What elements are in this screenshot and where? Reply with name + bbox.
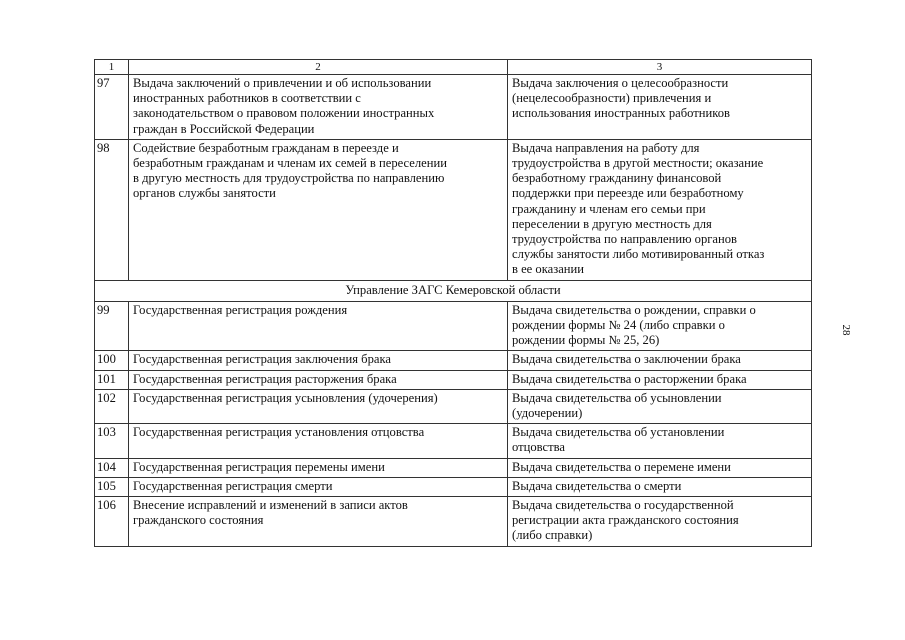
service-name: Государственная регистрация смерти [129, 477, 508, 496]
service-result: Выдача свидетельства о расторжении брака [508, 370, 812, 389]
service-result: Выдача свидетельства об установлении отцовства [508, 424, 812, 458]
service-name: Государственная регистрация усыновления (удочерения) [129, 389, 508, 423]
service-name: Государственная регистрация установления отцовства [129, 424, 508, 458]
table-row [95, 458, 812, 477]
section-title: Управление ЗАГС Кемеровской области [95, 280, 812, 301]
service-result: Выдача свидетельства о рождении, справки о рождении формы № 24 (либо справки о рождении формы № 25, 26) [508, 301, 812, 351]
row-number: 101 [95, 370, 129, 389]
table-row [95, 351, 812, 370]
table-row [95, 497, 812, 547]
column-number-row [95, 60, 812, 75]
table-row [95, 424, 812, 458]
services-table [94, 59, 812, 547]
service-result: Выдача заключения о целесообразности (нецелесообразности) привлечения и использования иностранных работников [508, 75, 812, 140]
service-name: Государственная регистрация рождения [129, 301, 508, 351]
row-number: 102 [95, 389, 129, 423]
table-row [95, 75, 812, 140]
row-number: 103 [95, 424, 129, 458]
column-number-2: 2 [129, 60, 508, 75]
section-header-row [95, 280, 812, 301]
row-number: 104 [95, 458, 129, 477]
service-result: Выдача свидетельства о заключении брака [508, 351, 812, 370]
row-number: 106 [95, 497, 129, 547]
service-result: Выдача свидетельства о перемене имени [508, 458, 812, 477]
service-result: Выдача свидетельства о государственной регистрации акта гражданского состояния (либо справки) [508, 497, 812, 547]
table-row [95, 139, 812, 280]
service-name: Государственная регистрация заключения брака [129, 351, 508, 370]
service-result: Выдача свидетельства об усыновлении (удочерении) [508, 389, 812, 423]
table-row [95, 370, 812, 389]
table-row [95, 301, 812, 351]
service-name: Внесение исправлений и изменений в записи актов гражданского состояния [129, 497, 508, 547]
service-name: Выдача заключений о привлечении и об использовании иностранных работников в соответствии с законодательством о правовом положении иностранных граждан в Российской Федерации [129, 75, 508, 140]
column-number-3: 3 [508, 60, 812, 75]
table-row [95, 477, 812, 496]
service-name: Содействие безработным гражданам в переезде и безработным гражданам и членам их семей в переселении в другую местность для трудоустройства по направлению органов службы занятости [129, 139, 508, 280]
service-name: Государственная регистрация расторжения брака [129, 370, 508, 389]
column-number-1: 1 [95, 60, 129, 75]
row-number: 97 [95, 75, 129, 140]
row-number: 100 [95, 351, 129, 370]
service-result: Выдача свидетельства о смерти [508, 477, 812, 496]
row-number: 105 [95, 477, 129, 496]
service-name: Государственная регистрация перемены имени [129, 458, 508, 477]
page-number: 28 [840, 324, 852, 336]
row-number: 99 [95, 301, 129, 351]
table-row [95, 389, 812, 423]
service-result: Выдача направления на работу для трудоустройства в другой местности; оказание безработному гражданину финансовой поддержки при переезде или безработному гражданину и членам его семьи при переселении в другую местность для трудоустройства по направлению органов службы занятости либо мотивированный отказ в ее оказании [508, 139, 812, 280]
row-number: 98 [95, 139, 129, 280]
